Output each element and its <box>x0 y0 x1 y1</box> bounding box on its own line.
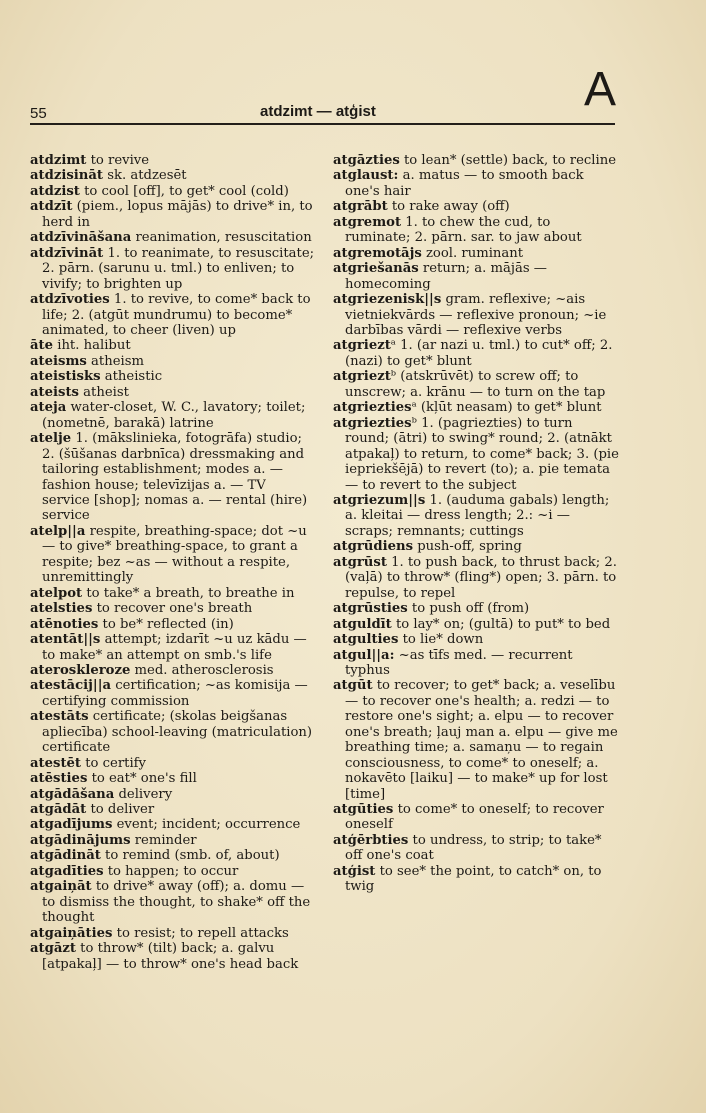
entry-definition: to come* to oneself; to recover oneself <box>345 802 604 833</box>
dictionary-entry <box>30 756 315 771</box>
entry-headword: atgrūdiens <box>333 539 414 555</box>
entry-headword: ateisms <box>30 353 87 369</box>
dictionary-entry <box>30 817 315 832</box>
dictionary-entry <box>30 926 315 941</box>
entry-headword: atentāt||s <box>30 632 101 648</box>
entry-definition: reanimation, resuscitation <box>131 230 312 246</box>
dictionary-entry <box>30 617 315 632</box>
entry-headword: atgrūst <box>333 554 387 570</box>
entry-definition: 1. to push back, to thrust back; 2. (vaļā) to throw* (fling*) open; 3. pārn. to repulse, to repel <box>345 554 617 601</box>
dictionary-entry <box>333 416 619 493</box>
dictionary-entry <box>30 771 315 786</box>
dictionary-entry <box>30 292 315 338</box>
entry-headword: atelpot <box>30 585 83 601</box>
entry-definition: a. matus — to smooth back one's hair <box>345 168 584 199</box>
dictionary-entry <box>30 354 315 369</box>
dictionary-entry <box>30 586 315 601</box>
dictionary-entry <box>333 493 619 539</box>
entry-definition: to eat* one's fill <box>87 771 197 787</box>
entry-definition: atheist <box>78 384 129 400</box>
entry-definition: certification; ~as komisija — certifying commission <box>42 678 308 709</box>
page-number: 55 <box>30 105 47 122</box>
entry-headword: ateja <box>30 400 67 416</box>
dictionary-entry <box>30 153 315 168</box>
entry-headword: atelje <box>30 431 72 447</box>
dictionary-entry <box>30 678 315 709</box>
entry-headword: ateists <box>30 384 79 400</box>
entry-headword: atēnoties <box>30 616 99 632</box>
dictionary-entry <box>30 632 315 663</box>
running-header: atdzimt — atģist <box>260 103 376 120</box>
entry-headword: atgriezties <box>333 400 412 416</box>
entry-headword: atgremot <box>333 214 402 230</box>
entry-headword: atgadīties <box>30 863 104 879</box>
entry-definition: to remind (smb. of, about) <box>100 848 280 864</box>
entry-definition: return; a. mājās — homecoming <box>345 261 547 292</box>
entry-definition: to deliver <box>86 802 155 818</box>
dictionary-entry <box>333 802 619 833</box>
entry-definition: sk. atdzesēt <box>103 168 187 184</box>
dictionary-entry <box>30 400 315 431</box>
entry-definition: (piem., lopus mājās) to drive* in, to herd in <box>42 199 313 230</box>
dictionary-entry <box>333 833 619 864</box>
entry-headword: atgriezenisk||s <box>333 292 442 308</box>
entry-headword: atēsties <box>30 771 88 787</box>
entry-definition: delivery <box>114 786 173 802</box>
dictionary-entry <box>333 648 619 679</box>
entry-headword: atgadījums <box>30 817 113 833</box>
entry-definition: to lie* down <box>398 632 484 648</box>
entry-definition: to recover one's breath <box>92 601 253 617</box>
entry-headword: atdzīvināšana <box>30 230 132 246</box>
entry-definition: atheistic <box>100 369 163 385</box>
entry-headword: atgriezum||s <box>333 492 426 508</box>
dictionary-entry <box>30 864 315 879</box>
entry-definition: to recover; to get* back; a. veselību — to recover one's health; a. redzi — to restore one's sight; a. elpu — to recover one's breath; ļauj man a. elpu — give me breathing time; a. samaņu — to regain consciousness, to come* to oneself; a. nokavēto [laiku] — to make* up for lost [time] <box>345 678 618 802</box>
entry-headword: atgādāt <box>30 802 87 818</box>
entry-headword: atgulties <box>333 632 399 648</box>
entry-definition: to be* reflected (in) <box>98 616 234 632</box>
entry-definition: 1. to revive, to come* back to life; 2. (atgūt mundrumu) to become* animated, to cheer (liven) up <box>42 292 311 338</box>
dictionary-entry <box>30 524 315 586</box>
dictionary-entry <box>333 292 619 338</box>
entry-headword: atģērbties <box>333 832 409 848</box>
dictionary-entry <box>30 879 315 925</box>
entry-definition: to revive <box>86 153 150 168</box>
dictionary-entry <box>30 199 315 230</box>
dictionary-entry <box>333 678 619 802</box>
entry-definition: attempt; izdarīt ~u uz kādu — to make* an attempt on smb.'s life <box>42 632 307 663</box>
entry-headword: atgriezt <box>333 338 391 354</box>
left-column <box>30 153 315 972</box>
dictionary-entry <box>333 632 619 647</box>
entry-headword: atgrūsties <box>333 601 408 617</box>
entry-definition: 1. (mākslinieka, fotogrāfa) studio; 2. (šūšanas darbnīca) dressmaking and tailoring establishment; modes a. — fashion house; televīzijas a. — TV service [shop]; nomas a. — rental (hire) service <box>42 431 308 524</box>
entry-headword: atgremotājs <box>333 245 422 261</box>
dictionary-entry <box>333 199 619 214</box>
entry-headword: atestācij||a <box>30 678 112 694</box>
entry-definition: med. atherosclerosis <box>130 662 274 678</box>
dictionary-entry <box>30 941 315 972</box>
entry-headword: atgūt <box>333 678 373 694</box>
entry-definition: to undress, to strip; to take* off one's coat <box>345 832 602 864</box>
entry-definition: 1. to chew the cud, to ruminate; 2. pārn. sar. to jaw about <box>345 214 582 246</box>
entry-headword: atgaiņāties <box>30 925 113 941</box>
entry-headword: atdzisināt <box>30 168 104 184</box>
dictionary-entry <box>30 601 315 616</box>
dictionary-entry <box>30 338 315 353</box>
entry-definition: to lean* (settle) back, to recline <box>399 153 616 168</box>
entry-definition: to happen; to occur <box>103 863 239 879</box>
entry-headword: atgriešanās <box>333 261 419 277</box>
entry-definition: ~as tīfs med. — recurrent typhus <box>345 647 573 678</box>
entry-definition: 1. (auduma gabals) length; a. kleitai — dress length; 2.: ~i — scraps; remnants; cuttings <box>345 492 610 539</box>
dictionary-entry <box>30 168 315 183</box>
entry-definition: push-off, spring <box>413 539 522 555</box>
dictionary-entry <box>30 848 315 863</box>
entry-definition: to rake away (off) <box>387 199 510 215</box>
dictionary-entry <box>333 153 619 168</box>
entry-definition: to see* the point, to catch* on, to twig <box>345 863 602 895</box>
entry-headword: atgādinājums <box>30 832 131 848</box>
dictionary-entry <box>333 400 619 415</box>
entry-headword: atdzīvoties <box>30 292 110 308</box>
entry-definition: water-closet, W. C., lavatory; toilet; (nometnē, barakā) latrine <box>42 400 306 431</box>
dictionary-entry <box>30 184 315 199</box>
entry-headword: atgriezt <box>333 369 391 385</box>
dictionary-entry <box>333 215 619 246</box>
entry-headword: atdzimt <box>30 153 87 168</box>
dictionary-entry <box>333 864 619 895</box>
entry-definition: to resist; to repell attacks <box>112 925 289 941</box>
dictionary-entry <box>30 230 315 245</box>
dictionary-entry <box>30 369 315 384</box>
dictionary-entry <box>30 385 315 400</box>
entry-headword: āte <box>30 338 54 354</box>
dictionary-entry <box>333 246 619 261</box>
dictionary-entry <box>333 601 619 616</box>
dictionary-entry <box>30 246 315 292</box>
entry-headword: atdzīvināt <box>30 245 104 261</box>
entry-definition: to push off (from) <box>407 601 530 617</box>
entry-definition: gram. reflexive; ~ais vietniekvārds — reflexive pronoun; ~ie darbības vārdi — reflexive verbs <box>345 292 607 338</box>
dictionary-entry <box>30 833 315 848</box>
entry-definition: respite, breathing-space; dot ~u — to give* breathing-space, to grant a respite; bez ~as — without a respite, unremittingly <box>42 523 307 586</box>
dictionary-entry <box>333 539 619 554</box>
entry-definition: zool. ruminant <box>421 245 524 261</box>
dictionary-entry <box>333 261 619 292</box>
entry-definition: certificate; (skolas beigšanas apliecība) school-leaving (matriculation) certificate <box>42 709 313 756</box>
entry-headword: atgāzt <box>30 941 76 957</box>
dictionary-entry <box>333 617 619 632</box>
entry-headword: atgriezties <box>333 415 412 431</box>
entry-definition: to lay* on; (gultā) to put* to bed <box>391 616 611 632</box>
entry-headword: atdzist <box>30 183 80 199</box>
entry-headword: atgrābt <box>333 199 388 215</box>
dictionary-entry <box>30 787 315 802</box>
entry-definition: to cool [off], to get* cool (cold) <box>79 183 289 199</box>
entry-headword: atgul||a: <box>333 647 395 663</box>
entry-definition: to throw* (tilt) back; a. galvu [atpakaļ] — to throw* one's head back <box>42 941 299 972</box>
entry-definition: ᵃ 1. (ar nazi u. tml.) to cut* off; 2. (nazi) to get* blunt <box>345 338 613 369</box>
dictionary-entry <box>30 709 315 755</box>
entry-definition: ᵇ 1. (pagriezties) to turn round; (ātri) to swing* round; 2. (atnākt atpakaļ) to return, to come* back; 3. (pie iepriekšējā) to revert (to); a. pie temata — to revert to the subject <box>345 415 619 493</box>
entry-headword: atgūties <box>333 802 394 818</box>
entry-headword: ateroskleroze <box>30 662 131 678</box>
entry-headword: atgaiņāt <box>30 879 92 895</box>
entry-definition: to take* a breath, to breathe in <box>82 585 295 601</box>
entry-headword: atelp||a <box>30 523 86 539</box>
entry-definition: iht. halibut <box>53 338 131 354</box>
entry-definition: atheism <box>86 353 144 369</box>
dictionary-entry <box>30 663 315 678</box>
entry-definition: 1. to reanimate, to resuscitate; 2. pārn. (sarunu u. tml.) to enliven; to vivify; to brighten up <box>42 245 315 292</box>
dictionary-entry <box>30 802 315 817</box>
entry-definition: event; incident; occurrence <box>112 817 301 833</box>
entry-headword: atglaust: <box>333 168 399 184</box>
entry-definition: ᵃ (kļūt neasam) to get* blunt <box>411 400 602 416</box>
entry-definition: to certify <box>81 755 146 771</box>
section-letter: A <box>584 63 617 116</box>
dictionary-entry <box>333 369 619 400</box>
entry-headword: atestēt <box>30 755 82 771</box>
dictionary-entry <box>333 168 619 199</box>
entry-headword: atguldīt <box>333 616 392 632</box>
entry-definition: to drive* away (off); a. domu — to dismiss the thought, to shake* off the thought <box>42 879 311 926</box>
entry-headword: atestāts <box>30 709 89 725</box>
entry-definition: ᵇ (atskrūvēt) to screw off; to unscrew; a. krānu — to turn on the tap <box>345 369 606 400</box>
entry-headword: atdzīt <box>30 199 73 215</box>
dictionary-entry <box>333 338 619 369</box>
entry-headword: atelsties <box>30 601 93 617</box>
entry-definition: reminder <box>130 832 197 848</box>
header-rule <box>30 123 615 125</box>
dictionary-entry <box>30 431 315 524</box>
entry-headword: atgādāšana <box>30 786 115 802</box>
right-column <box>333 153 619 895</box>
entry-headword: atgāzties <box>333 153 400 168</box>
dictionary-entry <box>333 555 619 601</box>
entry-headword: atģist <box>333 863 376 879</box>
entry-headword: atgādināt <box>30 848 101 864</box>
entry-headword: ateistisks <box>30 369 101 385</box>
